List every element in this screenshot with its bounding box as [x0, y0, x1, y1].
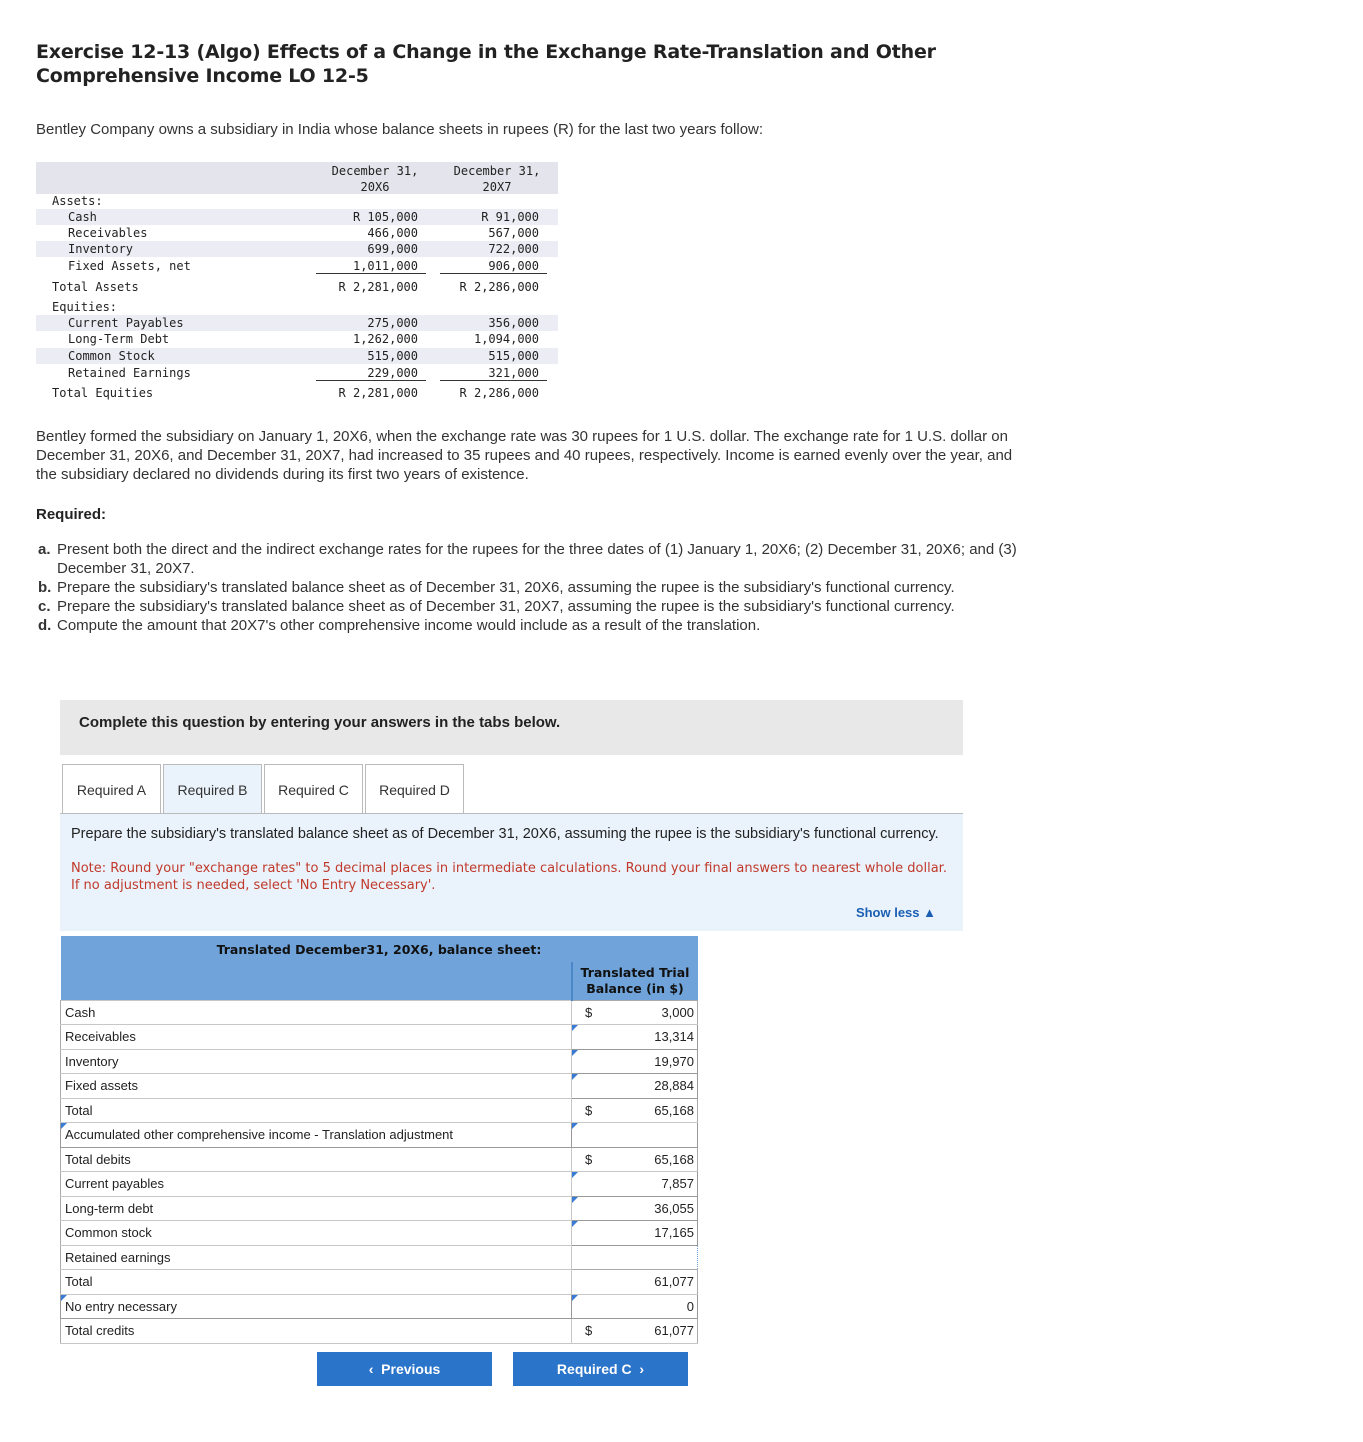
table-row	[61, 1196, 698, 1221]
row-amount-cell[interactable]	[572, 1123, 698, 1148]
bs-row-value: 275,000	[367, 316, 418, 330]
bs-row-value: R 2,281,000	[338, 386, 418, 400]
row-amount-cell[interactable]	[572, 1049, 698, 1074]
bs-row-value: 906,000	[440, 259, 547, 274]
bs-row-label: Inventory	[68, 242, 134, 256]
table-row	[61, 1294, 698, 1319]
bs-row-value: 567,000	[488, 226, 539, 240]
row-amount-cell[interactable]	[572, 1025, 698, 1050]
intro-text: Bentley Company owns a subsidiary in India whose balance sheets in rupees (R) for the last two years follow:	[36, 121, 764, 138]
row-label: Fixed assets	[61, 1074, 572, 1099]
row-label: Retained earnings	[61, 1245, 572, 1270]
amount-value: 0	[686, 1298, 694, 1314]
row-amount-cell[interactable]	[572, 1221, 698, 1246]
table-row	[61, 1049, 698, 1074]
instruction-note: Note: Round your "exchange rates" to 5 decimal places in intermediate calculations. Round your final answers to nearest whole dollar. If no adjustment is needed, select 'No Entry Necessary'.	[71, 861, 947, 893]
required-heading: Required:	[36, 506, 107, 523]
bs-row-label: Current Payables	[68, 316, 184, 330]
bs-row-value: 466,000	[367, 226, 418, 240]
bs-row-value: R 91,000	[481, 210, 539, 224]
amount-value: 17,165	[654, 1225, 694, 1240]
row-label: Total	[61, 1098, 572, 1123]
instruction-text: Prepare the subsidiary's translated balance sheet as of December 31, 20X6, assuming the rupee is the subsidiary's functional currency.	[71, 826, 939, 842]
row-amount-cell	[572, 1270, 698, 1295]
row-amount-cell	[572, 1000, 698, 1025]
amount-value: 61,077	[654, 1274, 694, 1289]
amount-value: 3,000	[661, 1004, 694, 1020]
table-title: Translated December31, 20X6, balance sheet:	[61, 936, 698, 962]
row-label[interactable]: No entry necessary	[61, 1294, 572, 1319]
next-required-c-button[interactable]: Required C ›	[513, 1352, 688, 1386]
header-translated-trial-balance: Translated Trial Balance (in $)	[572, 962, 698, 1000]
bs-row-value: 321,000	[440, 366, 547, 381]
show-less-link[interactable]: Show less ▲	[855, 905, 936, 920]
dollar-sign: $	[585, 1004, 593, 1020]
instruction-panel	[60, 813, 963, 931]
row-label: Inventory	[61, 1049, 572, 1074]
bs-row-value: R 2,286,000	[459, 386, 539, 400]
amount-value: 19,970	[654, 1053, 694, 1069]
table-row	[61, 1098, 698, 1123]
bs-row-value: R 2,286,000	[459, 280, 539, 294]
complete-question-box: Complete this question by entering your answers in the tabs below.	[60, 700, 963, 755]
bs-row-label: Common Stock	[68, 349, 155, 363]
row-amount-cell[interactable]	[572, 1294, 698, 1319]
bs-row-label: Cash	[68, 210, 97, 224]
amount-value: 28,884	[654, 1078, 694, 1093]
row-label[interactable]: Accumulated other comprehensive income - Translation adjustment	[61, 1123, 572, 1148]
table-row	[61, 1074, 698, 1099]
dollar-sign: $	[585, 1323, 593, 1338]
table-row	[61, 1319, 698, 1344]
bs-row-label: Retained Earnings	[68, 366, 191, 380]
amount-value: 7,857	[661, 1176, 694, 1191]
dollar-sign: $	[585, 1151, 593, 1167]
tab-required-d[interactable]: Required D	[365, 764, 464, 814]
amount-value: 36,055	[654, 1200, 694, 1216]
tab-required-c[interactable]: Required C	[264, 764, 363, 814]
table-row	[61, 1221, 698, 1246]
row-amount-cell[interactable]	[572, 1196, 698, 1221]
row-amount-cell[interactable]	[572, 1172, 698, 1197]
row-amount-cell	[572, 1098, 698, 1123]
requirement-d: d. Compute the amount that 20X7's other comprehensive income would include as a result of the translation.	[38, 617, 761, 634]
tab-required-a[interactable]: Required A	[62, 764, 161, 814]
row-label: Total credits	[61, 1319, 572, 1344]
scenario-paragraph: Bentley formed the subsidiary on January 1, 20X6, when the exchange rate was 30 rupees for 1 U.S. dollar. The exchange rate for 1 U.S. dollar on December 31, 20X6, and December 31, 20X7, had increased to 35 rupees and 40 rupees, respectively. Income is earned evenly over the year, and the subsidiary declared no dividends during its first two years of existence.	[36, 428, 1013, 483]
row-label: Current payables	[61, 1172, 572, 1197]
equities-label: Equities:	[52, 300, 118, 314]
table-row	[61, 1000, 698, 1025]
bs-row-value: R 2,281,000	[338, 280, 418, 294]
header-blank	[61, 962, 572, 1000]
tab-required-b[interactable]: Required B	[163, 764, 262, 814]
row-amount-cell[interactable]	[572, 1245, 698, 1270]
table-row	[61, 1147, 698, 1172]
row-label: Cash	[61, 1000, 572, 1025]
requirement-c: c. Prepare the subsidiary's translated balance sheet as of December 31, 20X7, assuming the rupee is the subsidiary's functional currency.	[38, 598, 955, 615]
amount-value: 65,168	[654, 1102, 694, 1118]
row-amount-cell[interactable]	[572, 1074, 698, 1099]
assets-label: Assets:	[52, 194, 103, 208]
translated-balance-sheet-table	[60, 936, 698, 1344]
amount-value: 61,077	[654, 1323, 694, 1338]
requirement-b: b. Prepare the subsidiary's translated balance sheet as of December 31, 20X6, assuming the rupee is the subsidiary's functional currency.	[38, 579, 955, 596]
bs-row-label: Receivables	[68, 226, 148, 240]
table-row	[61, 1270, 698, 1295]
table-row	[61, 1172, 698, 1197]
row-amount-cell	[572, 1147, 698, 1172]
amount-value: 13,314	[654, 1029, 694, 1044]
row-amount-cell	[572, 1319, 698, 1344]
table-row	[61, 1123, 698, 1148]
bs-row-value: R 105,000	[352, 210, 418, 224]
bs-row-label: Total Equities	[52, 386, 154, 400]
page-title: Exercise 12-13 (Algo) Effects of a Change in the Exchange Rate-Translation and Other Comprehensive Income LO 12-5	[36, 41, 936, 87]
bs-row-value: 229,000	[316, 366, 426, 381]
bs-row-value: 722,000	[488, 242, 539, 256]
table-row	[61, 1025, 698, 1050]
bs-row-label: Fixed Assets, net	[68, 259, 191, 273]
col-header-20x6: December 31, 20X6	[331, 164, 419, 194]
requirements-list	[36, 540, 1026, 635]
row-label: Common stock	[61, 1221, 572, 1246]
bs-row-value: 1,094,000	[473, 332, 539, 346]
row-label: Long-term debt	[61, 1196, 572, 1221]
bs-row-label: Total Assets	[52, 280, 139, 294]
bs-row-value: 699,000	[367, 242, 418, 256]
dollar-sign: $	[585, 1102, 593, 1118]
bs-row-value: 515,000	[367, 349, 418, 363]
bs-row-value: 515,000	[488, 349, 539, 363]
bs-row-value: 1,262,000	[352, 332, 418, 346]
amount-value: 65,168	[654, 1151, 694, 1167]
col-header-20x7: December 31, 20X7	[453, 164, 541, 194]
row-label: Total debits	[61, 1147, 572, 1172]
row-label: Receivables	[61, 1025, 572, 1050]
bs-row-label: Long-Term Debt	[68, 332, 170, 346]
requirement-a: a. Present both the direct and the indirect exchange rates for the rupees for the three dates of (1) January 1, 20X6; (2) December 31, 20X6; and (3) December 31, 20X7.	[38, 541, 1017, 577]
row-label: Total	[61, 1270, 572, 1295]
scrollbar[interactable]	[1341, 0, 1355, 1442]
bs-row-value: 356,000	[488, 316, 539, 330]
table-row	[61, 1245, 698, 1270]
chevron-left-icon: ‹	[368, 1361, 382, 1377]
chevron-right-icon: ›	[631, 1361, 645, 1377]
previous-button[interactable]: ‹ Previous	[317, 1352, 492, 1386]
bs-row-value: 1,011,000	[316, 259, 426, 274]
